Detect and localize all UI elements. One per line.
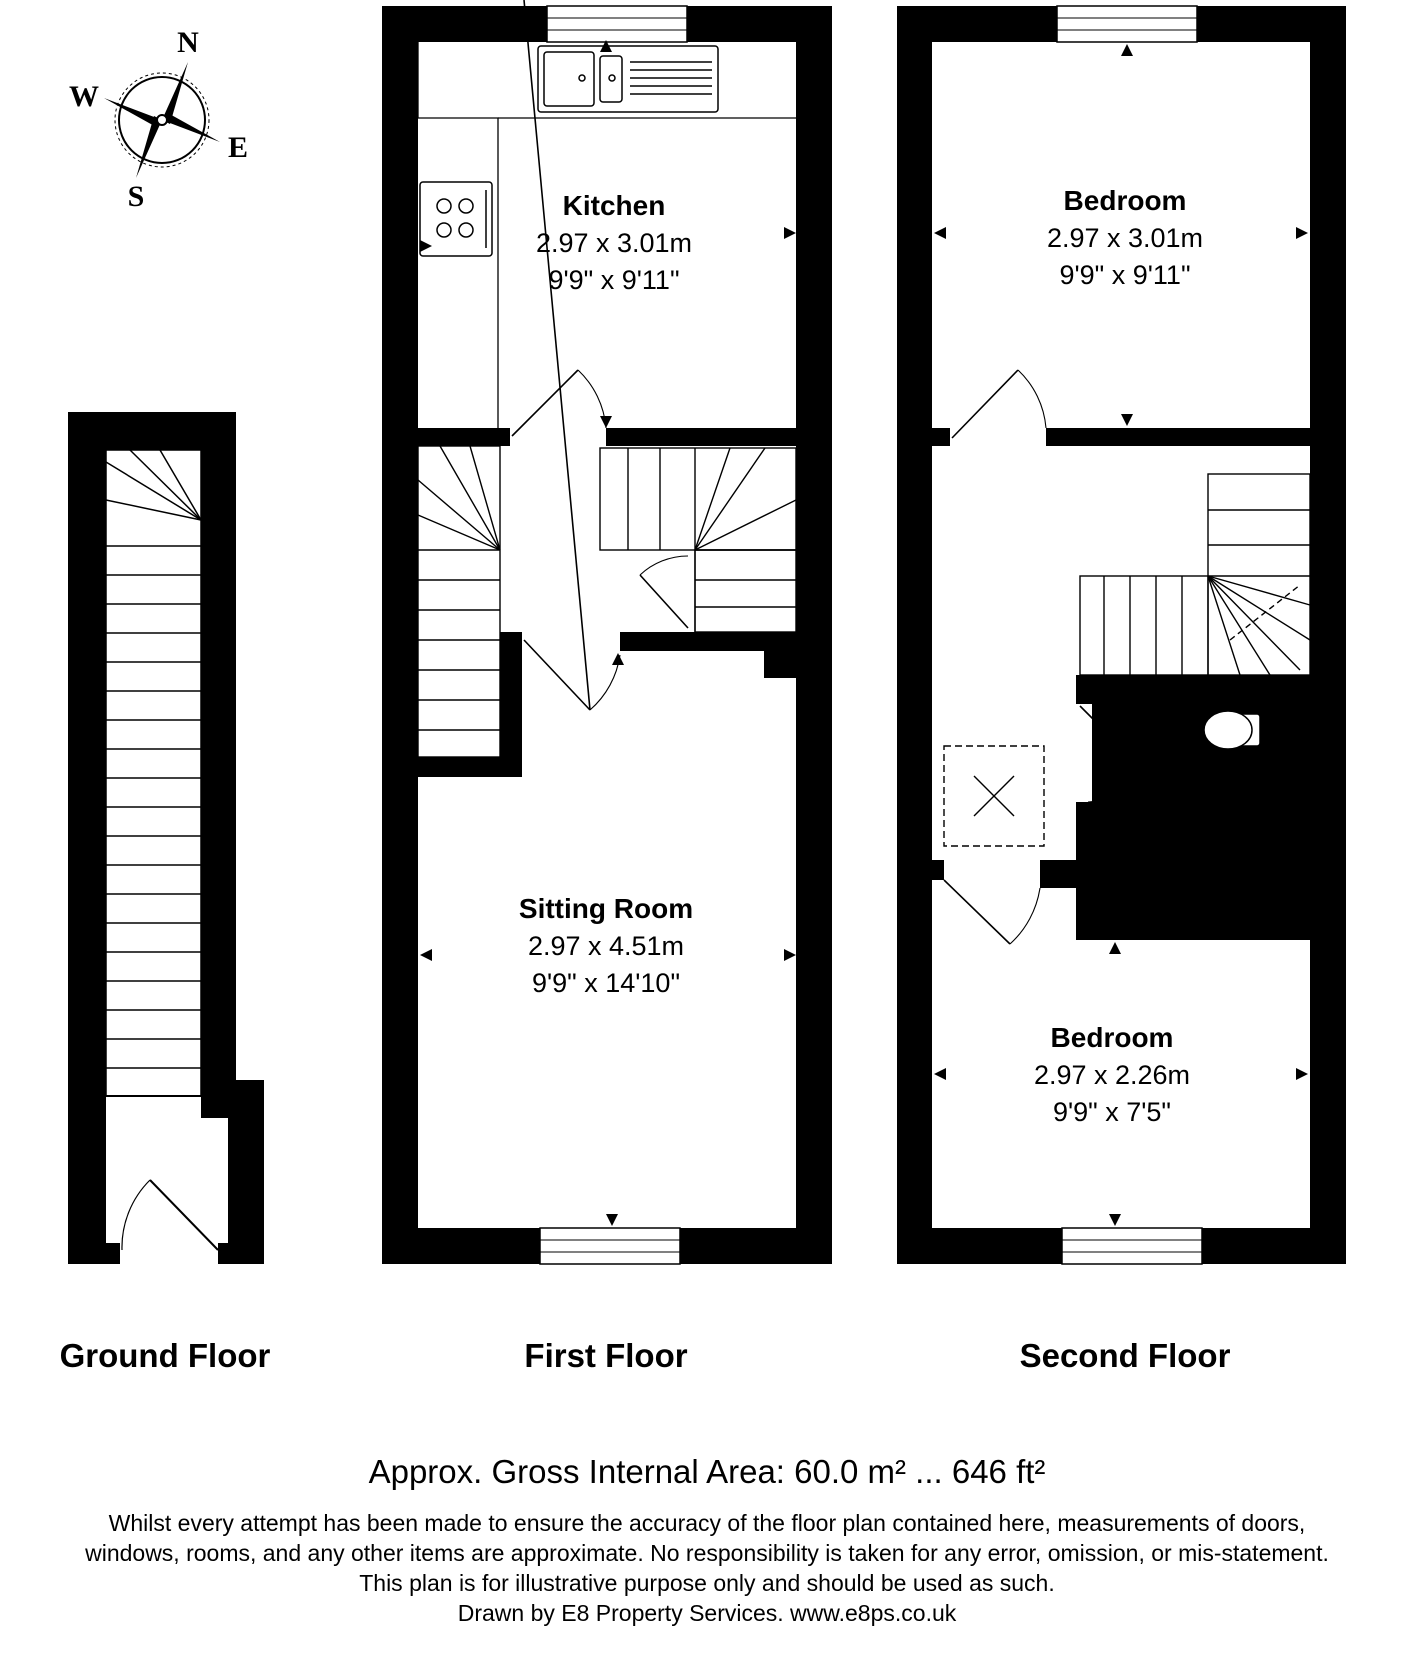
second-floor-plan	[897, 6, 1346, 1264]
sitting-room-window	[540, 1228, 680, 1264]
disclaimer	[10, 1508, 1404, 1628]
loft-hatch	[944, 746, 1044, 846]
second-floor-stairs	[1080, 474, 1310, 675]
ground-floor-label: Ground Floor	[59, 1337, 271, 1374]
disclaimer-line-2: windows, rooms, and any other items are approximate. No responsibility is taken for any error, omission, or mis-statement.	[85, 1540, 1329, 1566]
bedroom-bottom-imperial: 9'9" x 7'5"	[1052, 1097, 1172, 1127]
kitchen-imperial: 9'9" x 9'11"	[548, 265, 680, 295]
bedroom-bottom-label: Bedroom	[1050, 1022, 1174, 1053]
kitchen-metric: 2.97 x 3.01m	[535, 228, 693, 258]
bedroom-bottom-metric: 2.97 x 2.26m	[1033, 1060, 1191, 1090]
sitting-room-metric: 2.97 x 4.51m	[527, 931, 685, 961]
kitchen-window	[547, 6, 687, 42]
first-floor-plan	[382, 0, 832, 1264]
sitting-room-label: Sitting Room	[518, 893, 694, 924]
bathroom-label: Bathroom	[1140, 791, 1250, 817]
bedroom-top-door	[952, 370, 1046, 438]
ground-floor-entrance-door	[122, 1180, 218, 1250]
compass-west-label: W	[69, 80, 99, 113]
gross-internal-area: Approx. Gross Internal Area: 60.0 m² ... 646 ft²	[368, 1453, 1046, 1490]
bedroom-bottom-door	[944, 880, 1040, 944]
hob-icon	[420, 182, 492, 256]
first-floor-stairs-down	[418, 446, 500, 757]
bedroom-top-imperial: 9'9" x 9'11"	[1059, 260, 1191, 290]
bedroom-top-window	[1057, 6, 1197, 42]
sink-icon	[538, 46, 718, 112]
first-floor-stairs-up	[600, 448, 796, 632]
disclaimer-line-4: Drawn by E8 Property Services. www.e8ps.co.uk	[457, 1600, 957, 1626]
toilet-icon	[1204, 711, 1260, 749]
compass-north-label: N	[177, 26, 199, 59]
under-stairs-door	[640, 556, 688, 628]
second-floor-label: Second Floor	[1019, 1337, 1231, 1374]
disclaimer-line-1: Whilst every attempt has been made to ensure the accuracy of the floor plan contained here, measurements of doors,	[108, 1510, 1306, 1536]
sitting-room-imperial: 9'9" x 14'10"	[531, 968, 681, 998]
ground-floor-walls	[68, 412, 264, 1264]
disclaimer-line-3: This plan is for illustrative purpose only and should be used as such.	[359, 1570, 1055, 1596]
bedroom-top-metric: 2.97 x 3.01m	[1046, 223, 1204, 253]
compass-south-label: S	[127, 180, 145, 213]
compass-icon	[69, 26, 248, 213]
ground-floor-plan	[68, 412, 264, 1264]
kitchen-label: Kitchen	[562, 190, 666, 221]
bedroom-top-label: Bedroom	[1063, 185, 1187, 216]
bedroom-bottom-window	[1062, 1228, 1202, 1264]
ground-floor-staircase	[106, 450, 201, 1096]
first-floor-label: First Floor	[524, 1337, 688, 1374]
compass-east-label: E	[227, 131, 249, 164]
